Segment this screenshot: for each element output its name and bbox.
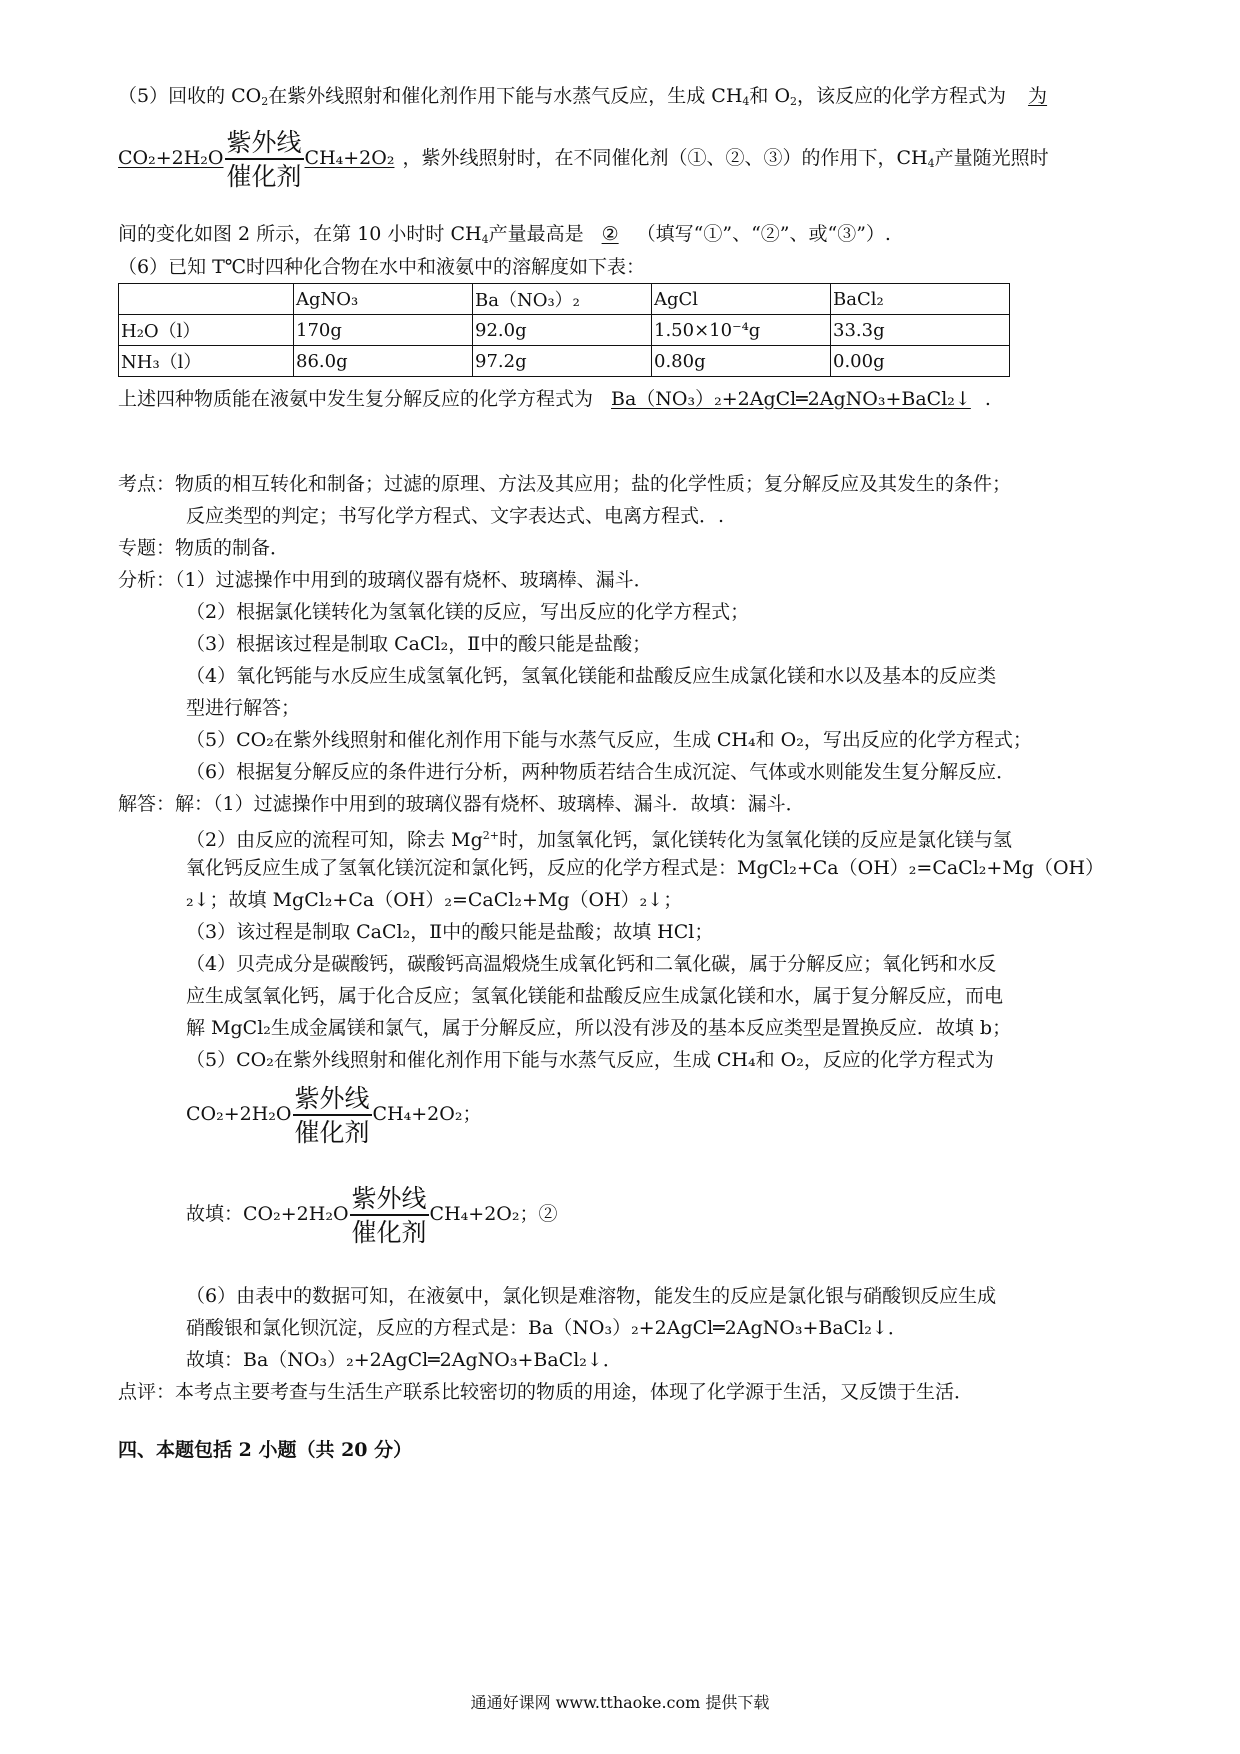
q5-line-3: 间的变化如图 2 所示，在第 10 小时时 $CH_4$产量最高是 ② （填写“①”、“②”、或“③”）. xyxy=(118,223,891,246)
equation-right: CH₄+2O₂ xyxy=(304,147,395,169)
jieda-equation-1 xyxy=(186,1082,481,1146)
dianping-line xyxy=(118,1378,973,1406)
dianping-text: 本考点主要考查与生活生产联系比较密切的物质的用途，体现了化学源于生活，又反馈于生活． xyxy=(175,1381,974,1403)
equation-left: CO₂+2H₂O xyxy=(118,147,224,169)
section-label: 考点： xyxy=(118,473,176,495)
condition-top: 紫外线 xyxy=(293,1086,372,1116)
answer-blank: 为 xyxy=(1028,85,1048,107)
table-cell: NH₃（l） xyxy=(119,346,294,377)
condition-bottom: 催化剂 xyxy=(351,1217,427,1247)
table-cell: 0.80g xyxy=(652,346,831,377)
table-cell xyxy=(119,284,294,315)
jieda-line-3: 氧化钙反应生成了氢氧化镁沉淀和氯化钙，反应的化学方程式是：MgCl₂+Ca（OH）₂=CaCl₂+Mg（OH） xyxy=(186,857,1105,879)
equation-left: CO₂+2H₂O xyxy=(186,1103,292,1125)
reaction-condition xyxy=(225,127,304,191)
table-cell: 92.0g xyxy=(473,315,652,346)
table-header-row xyxy=(119,284,1010,315)
table-cell: 97.2g xyxy=(473,346,652,377)
jieda-line-1 xyxy=(118,790,805,818)
table-row xyxy=(119,346,1010,377)
jieda-text: 故填： xyxy=(186,1203,244,1225)
jieda-line-10: （6）由表中的数据可知，在液氨中，氯化钡是难溶物，能发生的反应是氯化银与硝酸钡反应生成 xyxy=(186,1285,997,1307)
page-footer: 通通好课网 www.tthaoke.com 提供下载 xyxy=(470,1693,770,1712)
table-cell: 0.00g xyxy=(831,346,1010,377)
q5-text: （5）回收的 CO xyxy=(118,85,262,107)
q6-intro: （6）已知 T℃时四种化合物在水中和液氨中的溶解度如下表： xyxy=(118,256,646,278)
q6-text: . xyxy=(984,388,991,410)
table-cell: H₂O（l） xyxy=(119,315,294,346)
table-cell: BaCl₂ xyxy=(831,284,1010,315)
fenxi-line-3: （3）根据该过程是制取 CaCl₂，Ⅱ中的酸只能是盐酸； xyxy=(186,633,652,655)
q5-text: （填写“①”、“②”、或“③”）. xyxy=(636,223,891,245)
section-heading: 四、本题包括 2 小题（共 20 分） xyxy=(118,1439,413,1461)
jieda-line-2 xyxy=(186,822,1012,854)
q5-text: 间的变化如图 2 所示，在第 10 小时时 CH xyxy=(118,223,482,245)
table-cell: Ba（NO₃）₂ xyxy=(473,284,652,315)
zhuanti-text: 物质的制备． xyxy=(175,537,290,559)
fenxi-text: （1）过滤操作中用到的玻璃仪器有烧杯、玻璃棒、漏斗． xyxy=(175,569,653,591)
solubility-table xyxy=(118,283,1010,377)
q5-text: 产量最高是 xyxy=(488,223,584,245)
table-cell: 86.0g xyxy=(294,346,473,377)
q5-equation-line: CO₂+2H₂O $\frac{\text{紫外线}}{\text{催化剂}}$ CH₄+2O₂ ，紫外线照射时，在不同催化剂（①、②、③）的作用下，$CH_4$产量随光照时 xyxy=(118,127,1049,191)
section-label: 点评： xyxy=(118,1381,176,1403)
q5-text: ，紫外线照射时，在不同催化剂（①、②、③）的作用下，CH xyxy=(402,147,928,169)
jieda-line-7: 应生成氢氧化钙，属于化合反应；氢氧化镁能和盐酸反应生成氯化镁和水，属于复分解反应，而电 xyxy=(186,985,1004,1007)
fenxi-line-4: （4）氧化钙能与水反应生成氢氧化钙，氢氧化镁能和盐酸反应生成氯化镁和水以及基本的反应类 xyxy=(186,665,997,687)
table-cell: 1.50×10⁻⁴g xyxy=(652,315,831,346)
table-cell: AgCl xyxy=(652,284,831,315)
q6-text: 上述四种物质能在液氨中发生复分解反应的化学方程式为 xyxy=(118,388,594,410)
reaction-condition xyxy=(293,1083,372,1147)
table-cell: AgNO₃ xyxy=(294,284,473,315)
condition-bottom: 催化剂 xyxy=(294,1117,370,1147)
section-label: 解答： xyxy=(118,793,176,815)
reaction-condition xyxy=(350,1183,429,1247)
condition-top: 紫外线 xyxy=(350,1186,429,1216)
answer-blank: ② xyxy=(601,223,619,245)
jieda-line-12: 故填：Ba（NO₃）₂+2AgCl═2AgNO₃+BaCl₂↓． xyxy=(186,1349,622,1371)
table-row xyxy=(119,315,1010,346)
q5-text: 和 O xyxy=(749,85,791,107)
section-label: 分析： xyxy=(118,569,176,591)
section-label: 专题： xyxy=(118,537,176,559)
jieda-line-4: ₂↓；故填 MgCl₂+Ca（OH）₂=CaCl₂+Mg（OH）₂↓； xyxy=(186,889,683,911)
equation-right: CH₄+2O₂；② xyxy=(429,1203,558,1225)
answer-blank: Ba（NO₃）₂+2AgCl═2AgNO₃+BaCl₂↓ xyxy=(611,388,971,410)
fenxi-line-5: 型进行解答； xyxy=(186,697,301,719)
fenxi-line-6: （5）CO₂在紫外线照射和催化剂作用下能与水蒸气反应，生成 CH₄和 O₂，写出反应的化学方程式； xyxy=(186,729,1032,751)
jieda-line-8: 解 MgCl₂生成金属镁和氯气，属于分解反应，所以没有涉及的基本反应类型是置换反应．故填 b； xyxy=(186,1017,1012,1039)
jieda-line-11: 硝酸银和氯化钡沉淀，反应的方程式是：Ba（NO₃）₂+2AgCl═2AgNO₃+BaCl₂↓． xyxy=(186,1317,907,1339)
jieda-text: 时，加氢氧化钙，氯化镁转化为氢氧化镁的反应是氯化镁与氢 xyxy=(498,829,1012,851)
jieda-line-6: （4）贝壳成分是碳酸钙，碳酸钙高温煅烧生成氧化钙和二氧化碳，属于分解反应；氧化钙和水反 xyxy=(186,953,997,975)
jieda-text: 解：（1）过滤操作中用到的玻璃仪器有烧杯、玻璃棒、漏斗．故填：漏斗． xyxy=(175,793,805,815)
q5-line-1: （5）回收的 $CO_2$在紫外线照射和催化剂作用下能与水蒸气反应，生成 $CH_4$和 $O_2$，该反应的化学方程式为 为 xyxy=(118,82,1051,116)
jieda-line-9: （5）CO₂在紫外线照射和催化剂作用下能与水蒸气反应，生成 CH₄和 O₂，反应的化学方程式为 xyxy=(186,1049,994,1071)
kaodian-text: 物质的相互转化和制备；过滤的原理、方法及其应用；盐的化学性质；复分解反应及其发生的条件； xyxy=(175,473,1012,495)
fenxi-line-7: （6）根据复分解反应的条件进行分析，两种物质若结合生成沉淀、气体或水则能发生复分解反应． xyxy=(186,761,1016,783)
condition-top: 紫外线 xyxy=(225,130,304,160)
zhuanti-line xyxy=(118,534,289,562)
q5-text: 产量随光照时 xyxy=(934,147,1049,169)
q6-after-table xyxy=(118,385,991,413)
kaodian-line-2: 反应类型的判定；书写化学方程式、文字表达式、电离方程式．. xyxy=(186,505,725,527)
table-cell: 33.3g xyxy=(831,315,1010,346)
q5-text: ，该反应的化学方程式为 xyxy=(797,85,1007,107)
jieda-text: （2）由反应的流程可知，除去 Mg xyxy=(186,829,483,851)
condition-bottom: 催化剂 xyxy=(226,161,302,191)
fenxi-line-1 xyxy=(118,566,653,594)
jieda-line-5: （3）该过程是制取 CaCl₂，Ⅱ中的酸只能是盐酸；故填 HCl； xyxy=(186,921,714,943)
kaodian-line-1 xyxy=(118,470,1011,498)
q5-text: 在紫外线照射和催化剂作用下能与水蒸气反应，生成 CH xyxy=(268,85,743,107)
equation-right: CH₄+2O₂； xyxy=(372,1103,482,1125)
table-cell: 170g xyxy=(294,315,473,346)
fenxi-line-2: （2）根据氯化镁转化为氢氧化镁的反应，写出反应的化学方程式； xyxy=(186,601,750,623)
jieda-equation-2 xyxy=(186,1182,557,1246)
charge-superscript: 2+ xyxy=(482,829,499,842)
equation-left: CO₂+2H₂O xyxy=(243,1203,349,1225)
